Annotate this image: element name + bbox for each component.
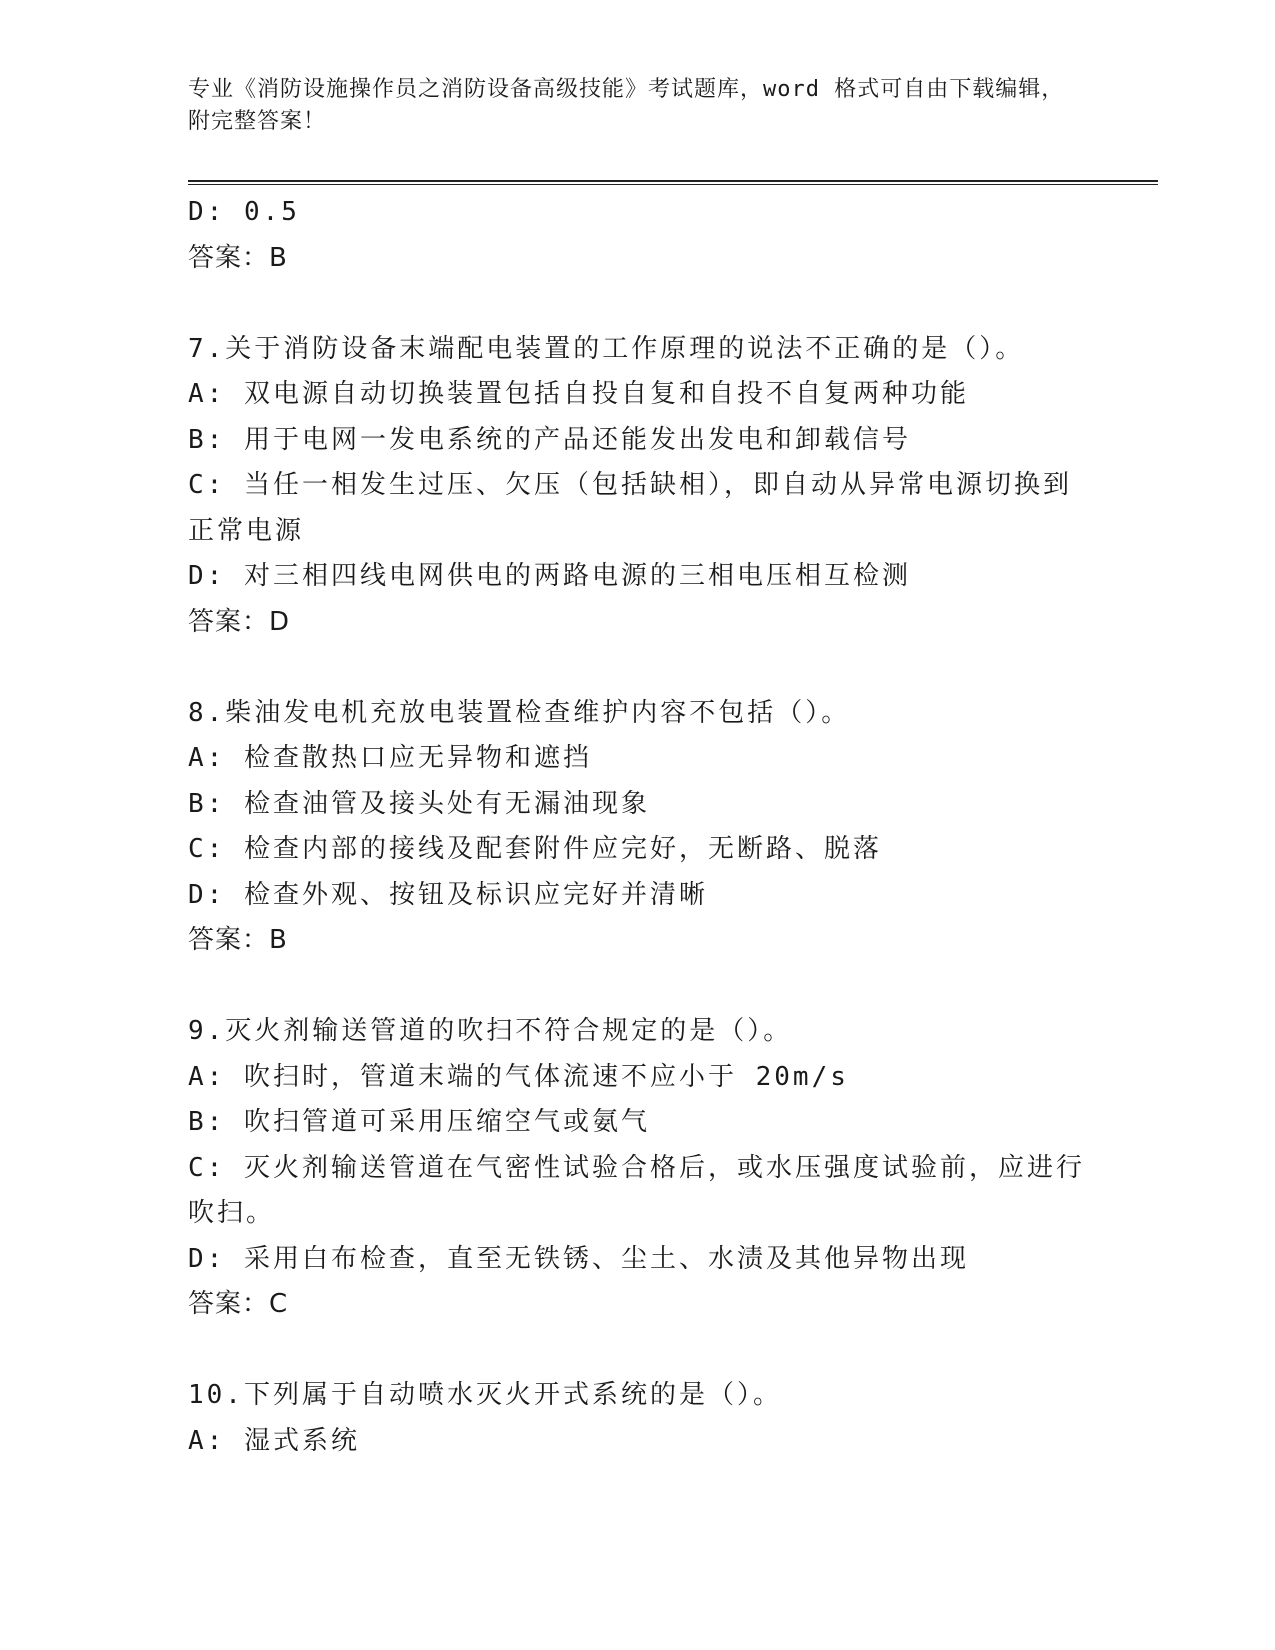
question-block-7 bbox=[188, 327, 1088, 646]
question-block-10 bbox=[188, 1373, 1088, 1464]
document-header bbox=[188, 74, 1078, 138]
question-stem: 9.灭火剂输送管道的吹扫不符合规定的是（）。 bbox=[188, 1016, 793, 1046]
option-d: D: 检查外观、按钮及标识应完好并清晰 bbox=[188, 879, 708, 910]
answer: 答案：B bbox=[188, 925, 288, 955]
option-b: B: 吹扫管道可采用压缩空气或氨气 bbox=[188, 1107, 650, 1137]
option-d: D: 0.5 bbox=[188, 197, 300, 227]
question-stem: 7.关于消防设备末端配电装置的工作原理的说法不正确的是（）。 bbox=[188, 333, 1025, 364]
question-content bbox=[188, 190, 1088, 1464]
option-b: B: 用于电网一发电系统的产品还能发出发电和卸载信号 bbox=[188, 424, 911, 455]
option-a: A: 检查散热口应无异物和遮挡 bbox=[188, 743, 592, 773]
option-d: D: 采用白布检查，直至无铁锈、尘土、水渍及其他异物出现 bbox=[188, 1243, 969, 1274]
question-block-8 bbox=[188, 691, 1088, 964]
header-divider-thick bbox=[188, 180, 1158, 182]
option-d: D: 对三相四线电网供电的两路电源的三相电压相互检测 bbox=[188, 561, 911, 591]
option-a: A: 吹扫时，管道末端的气体流速不应小于 20m/s bbox=[188, 1061, 849, 1092]
option-a: A: 双电源自动切换装置包括自投自复和自投不自复两种功能 bbox=[188, 379, 969, 409]
option-c: C: 检查内部的接线及配套附件应完好，无断路、脱落 bbox=[188, 834, 882, 864]
option-c: C: 当任一相发生过压、欠压（包括缺相），即自动从异常电源切换到正常电源 bbox=[188, 470, 1072, 546]
option-c: C: 灭火剂输送管道在气密性试验合格后，或水压强度试验前，应进行吹扫。 bbox=[188, 1152, 1085, 1228]
answer: 答案：B bbox=[188, 242, 288, 273]
spacer bbox=[188, 281, 1088, 327]
question-stem: 8.柴油发电机充放电装置检查维护内容不包括（）。 bbox=[188, 697, 851, 728]
spacer bbox=[188, 1328, 1088, 1374]
question-block-9 bbox=[188, 1009, 1088, 1328]
header-divider-thin bbox=[188, 184, 1158, 185]
answer: 答案：C bbox=[188, 1289, 289, 1319]
spacer bbox=[188, 645, 1088, 691]
spacer bbox=[188, 964, 1088, 1010]
option-b: B: 检查油管及接头处有无漏油现象 bbox=[188, 788, 650, 819]
header-text: 专业《消防设施操作员之消防设备高级技能》考试题库，word 格式可自由下载编辑，附完整答案！ bbox=[188, 77, 1065, 134]
answer: 答案：D bbox=[188, 606, 291, 637]
option-a: A: 湿式系统 bbox=[188, 1425, 360, 1456]
question-stem: 10.下列属于自动喷水灭火开式系统的是（）。 bbox=[188, 1380, 782, 1410]
